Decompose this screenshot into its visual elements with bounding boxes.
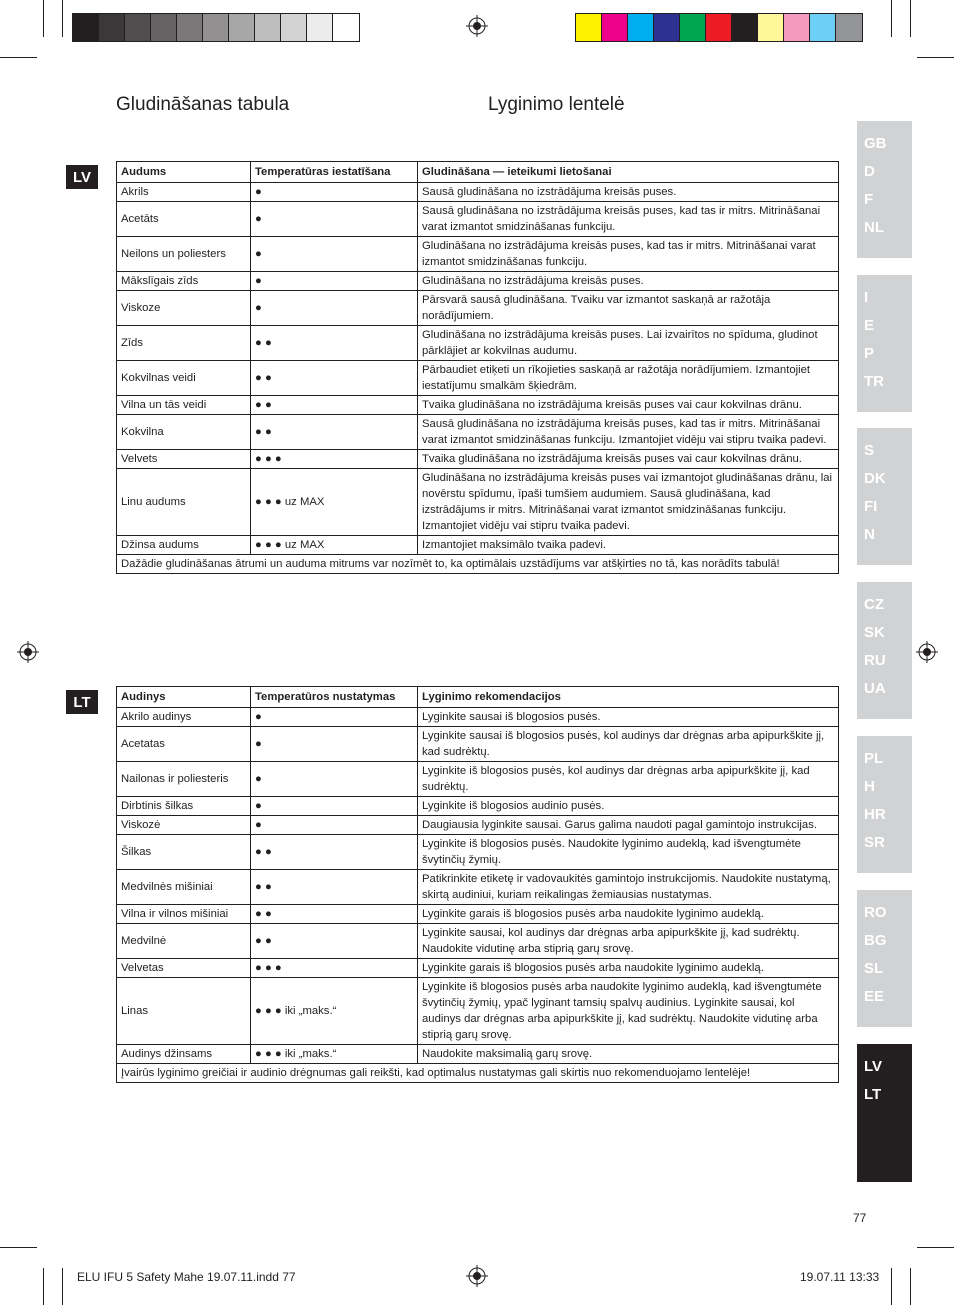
temperature-cell: ● [251,202,418,237]
heading-lt: Lyginimo lentelė [488,94,625,115]
lang-badge-lt: LT [66,690,98,714]
sidebar-language-code: PL [864,750,884,767]
color-swatch [255,14,281,41]
temperature-cell: ● ● ● uz MAX [251,469,418,536]
temperature-cell: ● ● [251,361,418,396]
sidebar-language-code: EE [864,988,885,1005]
sidebar-language-code: LT [864,1086,882,1103]
lv-ironing-table [116,161,839,574]
advice-cell: Tvaika gludināšana no izstrādājuma kreisās puses vai caur kokvilnas drānu. [418,396,839,415]
table-header-row [117,687,839,708]
advice-cell: Lyginkite iš blogosios pusės arba naudokite lyginimo audeklą, kad išvengtumėte švytinčių žymių, ypač lyginant tamsių spalvų audinius. Lyginkite sausai, kol audinys dar drėgnas arba apipurkškite jį, kad sudrėktų. Naudokite vidutinę arba stiprią garų srovę. [418,978,839,1045]
temperature-cell: ● ● [251,415,418,450]
color-swatch [99,14,125,41]
temperature-cell: ● [251,708,418,727]
table-row [117,326,839,361]
table-row [117,291,839,326]
fabric-cell: Vilna un tās veidi [117,396,251,415]
crop-mark [0,1247,37,1248]
crop-mark [917,1247,954,1248]
advice-cell: Tvaika gludināšana no izstrādājuma kreisās puses vai caur kokvilnas drānu. [418,450,839,469]
temperature-cell: ● [251,797,418,816]
fabric-cell: Audinys džinsams [117,1045,251,1064]
advice-cell: Lyginkite sausai iš blogosios pusės, kol audinys dar drėgnas arba apipurkškite jį, kad sudrėktų. [418,727,839,762]
table-row [117,469,839,536]
color-swatch [229,14,255,41]
color-swatch [706,14,732,41]
color-swatch [125,14,151,41]
advice-cell: Lyginkite garais iš blogosios pusės arba naudokite lyginimo audeklą. [418,959,839,978]
table-row [117,959,839,978]
table-row [117,361,839,396]
crop-mark [917,57,954,58]
sidebar-language-group [857,890,912,1027]
color-swatch [151,14,177,41]
fabric-cell: Neilons un poliesters [117,237,251,272]
sidebar-language-code: BG [864,932,887,949]
table-note: Įvairūs lyginimo greičiai ir audinio drėgnumas gali reikšti, kad optimalus nustatymas gali skirtis nuo rekomenduojamo lentelėje! [117,1064,839,1083]
table-note-row [117,1064,839,1083]
header-fabric: Audinys [117,687,251,708]
fabric-cell: Nailonas ir poliesteris [117,762,251,797]
advice-cell: Gludināšana no izstrādājuma kreisās puses, kad tas ir mitrs. Mitrināšanai varat izmantot smidzināšanas funkciju. [418,237,839,272]
header-temperature: Temperatūros nustatymas [251,687,418,708]
table-row [117,1045,839,1064]
footer-file: ELU IFU 5 Safety Mahe 19.07.11.indd 77 [77,1270,296,1284]
advice-cell: Lyginkite sausai iš blogosios pusės. [418,708,839,727]
color-swatch [576,14,602,41]
sidebar-language-code: NL [864,219,884,236]
advice-cell: Pārsvarā sausā gludināšana. Tvaiku var izmantot saskaņā ar ražotāja norādījumiem. [418,291,839,326]
sidebar-language-code: E [864,317,875,334]
gray-color-bar [72,13,360,42]
sidebar-language-code: H [864,778,875,795]
crop-mark [910,1268,911,1305]
advice-cell: Sausā gludināšana no izstrādājuma kreisās puses, kad tas ir mitrs. Mitrināšanai varat izmantot smidzināšanas funkciju. [418,202,839,237]
crop-mark [62,0,63,37]
table-row [117,905,839,924]
color-swatch [73,14,99,41]
fabric-cell: Viskoze [117,291,251,326]
table-row [117,396,839,415]
table-row [117,978,839,1045]
temperature-cell: ● ● ● iki „maks.“ [251,978,418,1045]
crop-mark [43,1268,44,1305]
advice-cell: Gludināšana no izstrādājuma kreisās puses vai izmantojot gludināšanas drānu, lai novērstu spīdumu, īpaši tumšiem audumiem. Sausā gludināšana, kad izstrādājums ir mitrs. Mitrināšanai varat izmantot smidzināšanas funkciju. Izmantojiet vidēju vai stipru tvaika padevi. [418,469,839,536]
table-row [117,870,839,905]
table-row [117,727,839,762]
header-advice: Gludināšana — ieteikumi lietošanai [418,162,839,183]
table-row [117,450,839,469]
advice-cell: Lyginkite iš blogosios audinio pusės. [418,797,839,816]
sidebar-language-code: RO [864,904,887,921]
sidebar-language-group [857,582,912,719]
color-swatch [680,14,706,41]
sidebar-language-code: P [864,345,875,362]
fabric-cell: Akrilo audinys [117,708,251,727]
sidebar-language-group [857,736,912,873]
fabric-cell: Viskozė [117,816,251,835]
table-note-row [117,555,839,574]
temperature-cell: ● ● [251,326,418,361]
advice-cell: Gludināšana no izstrādājuma kreisās puses. Lai izvairītos no spīduma, gludinot pārklājiet ar kokvilnas audumu. [418,326,839,361]
fabric-cell: Velvets [117,450,251,469]
fabric-cell: Medvilnės mišiniai [117,870,251,905]
color-swatch [628,14,654,41]
sidebar-language-code: SL [864,960,884,977]
color-swatch [836,14,862,41]
fabric-cell: Medvilnė [117,924,251,959]
color-swatch [758,14,784,41]
registration-mark-icon [466,1265,488,1287]
color-swatch [177,14,203,41]
crop-mark [910,0,911,37]
table-row [117,237,839,272]
crop-mark [891,0,892,37]
sidebar-language-code: N [864,526,875,543]
header-temperature: Temperatūras iestatīšana [251,162,418,183]
sidebar-language-code: D [864,163,875,180]
table-row [117,835,839,870]
fabric-cell: Akrils [117,183,251,202]
sidebar-language-code: SR [864,834,885,851]
advice-cell: Gludināšana no izstrādājuma kreisās puses. [418,272,839,291]
table-row [117,816,839,835]
fabric-cell: Džinsa audums [117,536,251,555]
table-row [117,797,839,816]
sidebar-language-code: RU [864,652,886,669]
advice-cell: Lyginkite garais iš blogosios pusės arba naudokite lyginimo audeklą. [418,905,839,924]
temperature-cell: ● ● ● [251,959,418,978]
fabric-cell: Šilkas [117,835,251,870]
temperature-cell: ● ● [251,870,418,905]
fabric-cell: Vilna ir vilnos mišiniai [117,905,251,924]
fabric-cell: Dirbtinis šilkas [117,797,251,816]
page-number: 77 [853,1211,867,1225]
temperature-cell: ● ● [251,905,418,924]
sidebar-language-code: S [864,442,875,459]
temperature-cell: ● [251,762,418,797]
temperature-cell: ● ● [251,396,418,415]
sidebar-language-code: GB [864,135,887,152]
advice-cell: Daugiausia lyginkite sausai. Garus galima naudoti pagal gamintojo instrukcijas. [418,816,839,835]
sidebar-language-code: TR [864,373,884,390]
crop-mark [891,1268,892,1305]
crop-mark [0,57,37,58]
sidebar-language-group [857,1044,912,1182]
temperature-cell: ● [251,183,418,202]
fabric-cell: Acetatas [117,727,251,762]
process-color-bar [575,13,863,42]
advice-cell: Patikrinkite etiketę ir vadovaukitės gamintojo instrukcijomis. Naudokite nustatymą, skirtą audiniui, kuriam reikalingas žemiausias nustatymas. [418,870,839,905]
advice-cell: Sausā gludināšana no izstrādājuma kreisās puses, kad tas ir mitrs. Mitrināšanai varat izmantot smidzināšanas funkciju. Izmantojiet vidēju vai stipru tvaika padevi. [418,415,839,450]
color-swatch [203,14,229,41]
advice-cell: Lyginkite iš blogosios pusės. Naudokite lyginimo audeklą, kad išvengtumėte švytinčių žymių. [418,835,839,870]
sidebar-language-group [857,428,912,565]
table-row [117,183,839,202]
sidebar-language-code: UA [864,680,886,697]
temperature-cell: ● [251,291,418,326]
temperature-cell: ● [251,272,418,291]
table-row [117,762,839,797]
color-swatch [810,14,836,41]
color-swatch [784,14,810,41]
color-swatch [307,14,333,41]
footer-date: 19.07.11 13:33 [800,1270,880,1284]
advice-cell: Lyginkite sausai, kol audinys dar drėgnas arba apipurkškite jį, kad sudrėktų. Naudokite vidutinę arba stiprią garų srovę. [418,924,839,959]
temperature-cell: ● [251,237,418,272]
sidebar-language-group [857,275,912,412]
color-swatch [602,14,628,41]
fabric-cell: Mākslīgais zīds [117,272,251,291]
heading-lv: Gludināšanas tabula [116,94,290,115]
temperature-cell: ● ● ● uz MAX [251,536,418,555]
table-row [117,202,839,237]
temperature-cell: ● ● ● [251,450,418,469]
advice-cell: Naudokite maksimalią garų srovę. [418,1045,839,1064]
registration-mark-icon [916,641,938,663]
fabric-cell: Kokvilna [117,415,251,450]
table-row [117,708,839,727]
sidebar-language-code: F [864,191,874,208]
color-swatch [281,14,307,41]
table-row [117,536,839,555]
header-fabric: Audums [117,162,251,183]
temperature-cell: ● ● [251,835,418,870]
fabric-cell: Velvetas [117,959,251,978]
header-advice: Lyginimo rekomendacijos [418,687,839,708]
sidebar-language-code: LV [864,1058,883,1075]
table-row [117,415,839,450]
advice-cell: Izmantojiet maksimālo tvaika padevi. [418,536,839,555]
fabric-cell: Linu audums [117,469,251,536]
sidebar-language-group [857,121,912,258]
fabric-cell: Zīds [117,326,251,361]
sidebar-language-code: FI [864,498,878,515]
table-row [117,272,839,291]
advice-cell: Lyginkite iš blogosios pusės, kol audinys dar drėgnas arba apipurkškite jį, kad sudrėktų. [418,762,839,797]
registration-mark-icon [17,641,39,663]
table-header-row [117,162,839,183]
fabric-cell: Linas [117,978,251,1045]
color-swatch [732,14,758,41]
sidebar-language-code: SK [864,624,885,641]
table-note: Dažādie gludināšanas ātrumi un auduma mitrums var nozīmēt to, ka optimālais uzstādījums var atšķirties no tā, kas norādīts tabulā! [117,555,839,574]
temperature-cell: ● [251,816,418,835]
crop-mark [62,1268,63,1305]
lt-ironing-table [116,686,839,1083]
crop-mark [43,0,44,37]
advice-cell: Sausā gludināšana no izstrādājuma kreisās puses. [418,183,839,202]
color-swatch [654,14,680,41]
sidebar-language-code: DK [864,470,886,487]
registration-mark-icon [466,15,488,37]
table-row [117,924,839,959]
lang-badge-lv: LV [66,165,98,189]
color-swatch [333,14,359,41]
sidebar-language-code: HR [864,806,886,823]
temperature-cell: ● ● [251,924,418,959]
temperature-cell: ● [251,727,418,762]
advice-cell: Pārbaudiet etiķeti un rīkojieties saskaņā ar ražotāja norādījumiem. Izmantojiet iestatījumu smalkām šķiedrām. [418,361,839,396]
fabric-cell: Acetāts [117,202,251,237]
sidebar-language-code: I [864,289,869,306]
fabric-cell: Kokvilnas veidi [117,361,251,396]
sidebar-language-code: CZ [864,596,884,613]
temperature-cell: ● ● ● iki „maks.“ [251,1045,418,1064]
